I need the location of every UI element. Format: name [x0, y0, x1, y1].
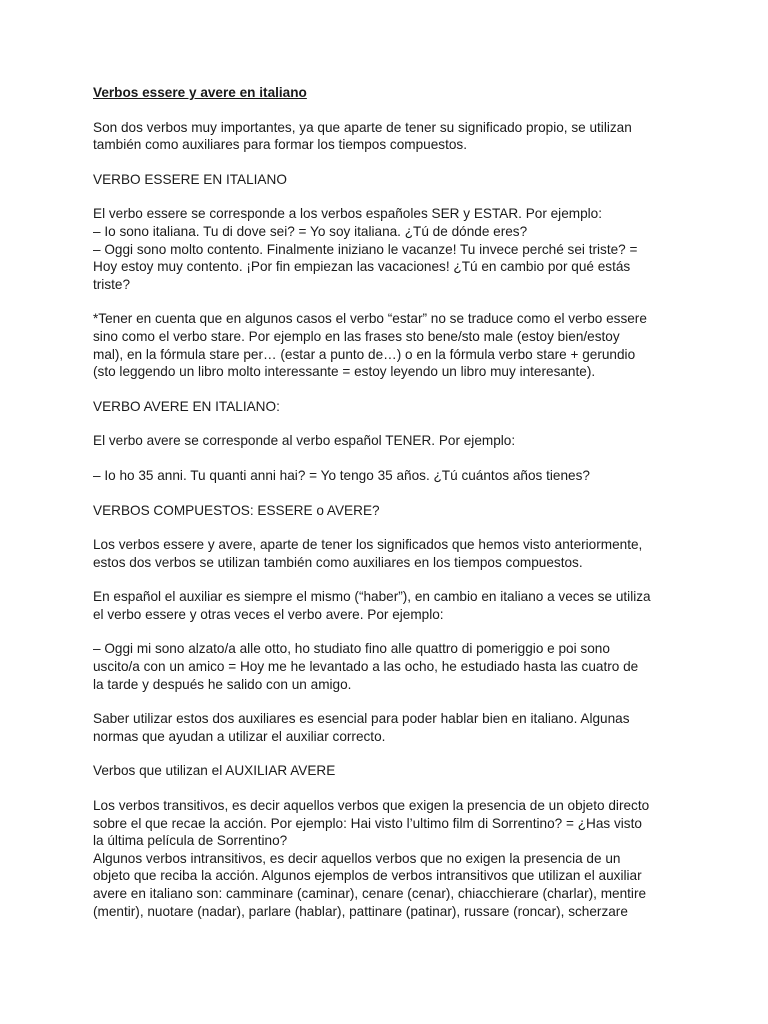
text-line: Hoy estoy muy contento. ¡Por fin empiezan las vacaciones! ¿Tú en cambio por qué estás: [93, 259, 631, 275]
section-heading-essere: [93, 171, 683, 189]
text-line: – Io ho 35 anni. Tu quanti anni hai? = Yo tengo 35 años. ¿Tú cuántos años tienes?: [93, 467, 590, 483]
text-line: En español el auxiliar es siempre el mismo (“haber”), en cambio en italiano a veces se utiliza: [93, 589, 651, 605]
paragraph-intro: [93, 119, 683, 154]
text-line: Verbos que utilizan el AUXILIAR AVERE: [93, 763, 336, 779]
paragraph-compuestos-example: [93, 640, 683, 693]
text-line: la última película de Sorrentino?: [93, 833, 288, 849]
section-heading-auxiliar-avere: [93, 762, 683, 780]
section-heading-compuestos: [93, 502, 683, 520]
text-line: Saber utilizar estos dos auxiliares es esencial para poder hablar bien en italiano. Algunas: [93, 711, 630, 727]
text-line: (sto leggendo un libro molto interessante = estoy leyendo un libro muy interesante).: [93, 364, 596, 380]
paragraph-stare-note: [93, 310, 683, 380]
text-line: VERBO AVERE EN ITALIANO:: [93, 398, 280, 414]
text-line: (mentir), nuotare (nadar), parlare (hablar), pattinare (patinar), russare (roncar), scherzare: [93, 903, 628, 919]
text-line: normas que ayudan a utilizar el auxiliar correcto.: [93, 728, 386, 744]
text-line: VERBO ESSERE EN ITALIANO: [93, 171, 287, 187]
paragraph-avere-intro: [93, 432, 683, 450]
section-heading-avere: [93, 398, 683, 416]
text-line: avere en italiano son: camminare (caminar), cenare (cenar), chiacchierare (charlar), mentire: [93, 886, 647, 901]
text-line: – Io sono italiana. Tu di dove sei? = Yo soy italiana. ¿Tú de dónde eres?: [93, 223, 528, 239]
text-line: VERBOS COMPUESTOS: ESSERE o AVERE?: [93, 502, 380, 518]
paragraph-auxiliar-haber: [93, 588, 683, 623]
paragraph-compuestos-intro: [93, 536, 683, 571]
text-line: triste?: [93, 276, 131, 292]
text-line: sobre el que recae la acción. Por ejemplo: Hai visto l’ultimo film di Sorrentino? = ¿Has visto: [93, 815, 642, 831]
text-line: mal), en la fórmula stare per… (estar a punto de…) o en la fórmula verbo stare + gerundio: [93, 346, 636, 362]
document-title: Verbos essere y avere en italiano: [93, 85, 307, 100]
text-line: sino como el verbo stare. Por ejemplo en las frases sto bene/sto male (estoy bien/estoy: [93, 328, 620, 344]
text-line: estos dos verbos se utilizan también como auxiliares en los tiempos compuestos.: [93, 554, 583, 570]
text-line: *Tener en cuenta que en algunos casos el verbo “estar” no se traduce como el verbo essere: [93, 311, 647, 327]
paragraph-essere-examples: [93, 205, 683, 293]
text-line: El verbo avere se corresponde al verbo español TENER. Por ejemplo:: [93, 433, 516, 449]
text-line: también como auxiliares para formar los tiempos compuestos.: [93, 137, 467, 153]
text-line: El verbo essere se corresponde a los verbos españoles SER y ESTAR. Por ejemplo:: [93, 206, 603, 222]
document-page: [93, 84, 683, 920]
text-line: – Oggi mi sono alzato/a alle otto, ho studiato fino alle quattro di pomeriggio e poi sono: [93, 641, 610, 657]
paragraph-avere-example: [93, 467, 683, 485]
text-line: Los verbos essere y avere, aparte de tener los significados que hemos visto anteriormente,: [93, 537, 643, 553]
text-line: objeto que reciba la acción. Algunos ejemplos de verbos intransitivos que utilizan el auxiliar: [93, 868, 642, 884]
text-line: – Oggi sono molto contento. Finalmente iniziano le vacanze! Tu invece perché sei triste? =: [93, 241, 638, 257]
paragraph-transitivos: [93, 797, 683, 920]
text-line: Los verbos transitivos, es decir aquellos verbos que exigen la presencia de un objeto directo: [93, 798, 650, 814]
paragraph-auxiliares-esencial: [93, 710, 683, 745]
text-line: Son dos verbos muy importantes, ya que aparte de tener su significado propio, se utilizan: [93, 119, 632, 135]
text-line: la tarde y después he salido con un amigo.: [93, 676, 352, 692]
text-line: uscito/a con un amico = Hoy me he levantado a las ocho, he estudiado hasta las cuatro de: [93, 659, 639, 675]
text-line: Algunos verbos intransitivos, es decir aquellos verbos que no exigen la presencia de un: [93, 850, 621, 866]
text-line: el verbo essere y otras veces el verbo avere. Por ejemplo:: [93, 606, 444, 622]
